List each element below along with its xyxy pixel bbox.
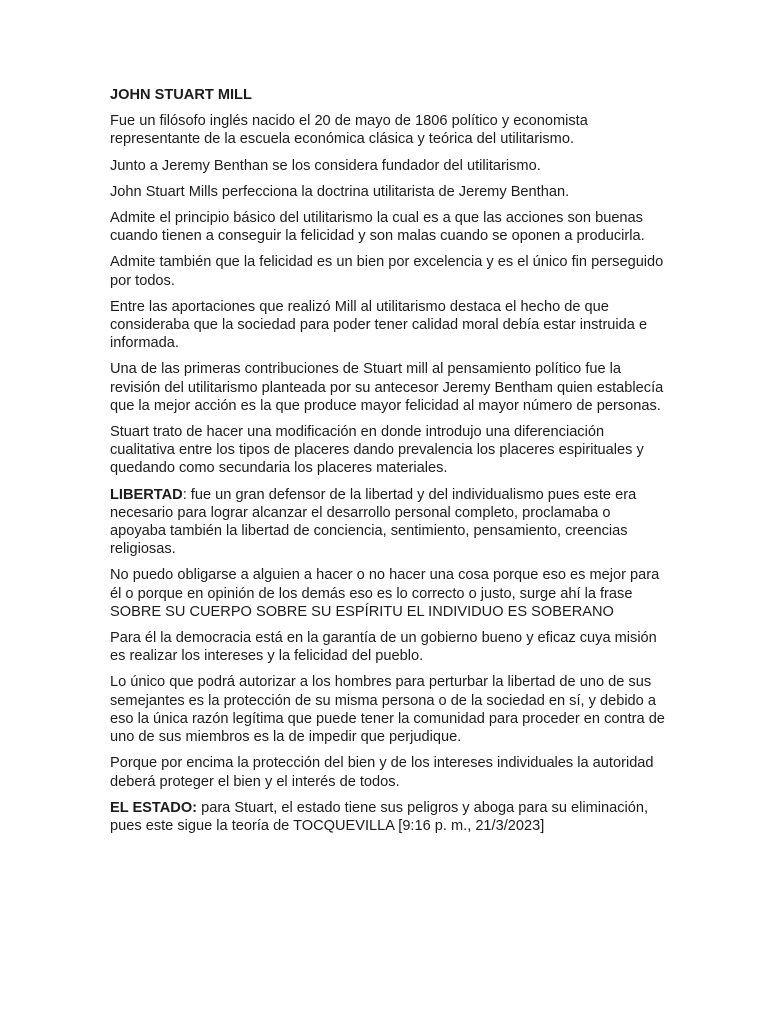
- paragraph-estado: [110, 799, 670, 835]
- paragraph: Fue un filósofo inglés nacido el 20 de mayo de 1806 político y economista representante de la escuela económica clásica y teórica del utilitarismo.: [110, 113, 588, 148]
- paragraph: Stuart trato de hacer una modificación en donde introdujo una diferenciación cualitativa entre los tipos de placeres dando prevalencia los placeres espirituales y quedando como secundaria los placeres materiales.: [110, 424, 644, 477]
- paragraph: Admite el principio básico del utilitarismo la cual es a que las acciones son buenas cuando tienen a conseguir la felicidad y son malas cuando se oponen a producirla.: [110, 210, 645, 245]
- paragraph: Porque por encima la protección del bien y de los intereses individuales la autoridad deberá proteger el bien y el interés de todos.: [110, 755, 654, 790]
- paragraph: No puedo obligarse a alguien a hacer o no hacer una cosa porque eso es mejor para él o porque en opinión de los demás eso es lo correcto o justo, surge ahí la frase SOBRE SU CUERPO SOBRE SU ESPÍRITU EL INDIVIDUO ES SOBERANO: [110, 567, 660, 620]
- estado-text: para Stuart, el estado tiene sus peligros y aboga para su eliminación, pues este sigue la teoría de TOCQUEVILLA [9:16 p. m., 21/3/2023]: [110, 799, 649, 834]
- paragraph: Entre las aportaciones que realizó Mill al utilitarismo destaca el hecho de que consideraba que la sociedad para poder tener calidad moral debía estar instruida e informada.: [110, 298, 648, 352]
- paragraph: Para él la democracia está en la garantía de un gobierno bueno y eficaz cuya misión es realizar los intereses y la felicidad del pueblo.: [110, 630, 657, 665]
- paragraph: Una de las primeras contribuciones de Stuart mill al pensamiento político fue la revisión del utilitarismo planteada por su antecesor Jeremy Bentham quien establecía que la mejor acción es la que produce mayor felicidad al mayor número de personas.: [110, 361, 664, 414]
- paragraph: Junto a Jeremy Benthan se los considera fundador del utilitarismo.: [110, 157, 541, 174]
- document-page: [110, 86, 670, 843]
- paragraph-libertad: [110, 486, 670, 559]
- document-title: JOHN STUART MILL: [110, 87, 252, 103]
- paragraph: Lo único que podrá autorizar a los hombres para perturbar la libertad de uno de sus semejantes es la protección de su misma persona o de la sociedad en sí, y debido a eso la única razón legítima que puede tener la comunidad para proceder en contra de uno de sus miembros es la de impedir que perjudique.: [110, 674, 665, 746]
- estado-label: EL ESTADO:: [110, 799, 198, 816]
- paragraph: Admite también que la felicidad es un bien por excelencia y es el único fin perseguido por todos.: [110, 254, 664, 289]
- libertad-label: LIBERTAD: [110, 486, 183, 503]
- paragraph: John Stuart Mills perfecciona la doctrina utilitarista de Jeremy Benthan.: [110, 183, 570, 200]
- libertad-text: : fue un gran defensor de la libertad y del individualismo pues este era necesario para lograr alcanzar el desarrollo personal completo, proclamaba o apoyaba también la libertad de conciencia, sentimiento, pensamiento, creencias religiosas.: [110, 486, 637, 558]
